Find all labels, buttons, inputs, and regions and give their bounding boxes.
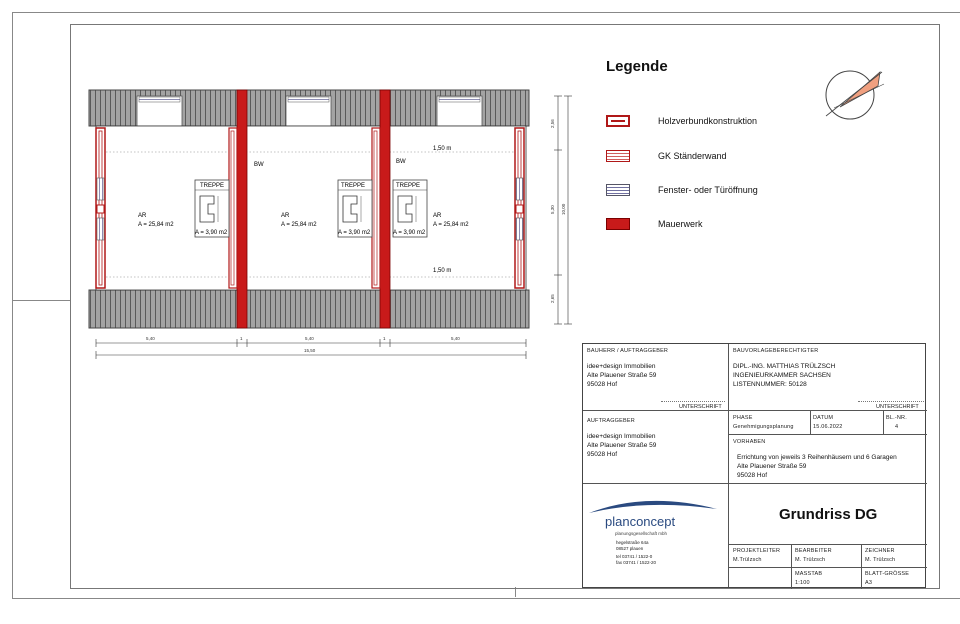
gable-window-left (97, 218, 104, 240)
wall-label: BW (254, 162, 264, 168)
auftraggeber-caption: AUFTRAGGEBER (587, 418, 635, 424)
room-name: AR (433, 213, 442, 219)
logo-swoosh-icon (587, 495, 719, 515)
height-label: 1,50 m (433, 268, 452, 274)
company-address: 08527 plauen (616, 546, 644, 551)
date-caption: DATUM (813, 415, 834, 421)
sheet-title: Grundriss DG (779, 506, 878, 523)
dim-total-label: 10,00 (561, 203, 566, 215)
room-area: A = 25,84 m2 (138, 222, 174, 228)
gable-post-right (516, 205, 523, 213)
stair-area: A = 3,90 m2 (393, 230, 426, 236)
dim-label: 5,40 (146, 336, 155, 341)
gable-post-left (97, 205, 104, 213)
height-label: 1,50 m (433, 146, 452, 152)
bauherr-line: Alte Plauener Straße 59 (587, 372, 657, 379)
timber-wall (229, 128, 237, 288)
gable-window-left (97, 178, 104, 200)
stair-area: A = 3,90 m2 (338, 230, 371, 236)
scale-value: 1:100 (795, 580, 810, 586)
sheet-number-caption: BL.-NR. (886, 415, 907, 421)
legend-swatch (606, 184, 630, 196)
signature-caption: UNTERSCHRIFT (876, 404, 919, 410)
company-address: hegelstraße 64a (616, 540, 649, 545)
dim-label: 2,65 (550, 294, 555, 303)
legend-swatch (606, 150, 630, 162)
legend-item-mauer (606, 215, 703, 233)
gable-window-right (516, 218, 523, 240)
bauvorlage-line: INGENIEURKAMMER SACHSEN (733, 372, 831, 379)
dim-label: 5,30 (550, 205, 555, 214)
projektleiter-caption: PROJEKTLEITER (733, 548, 781, 554)
vorhaben-line: Alte Plauener Straße 59 (737, 463, 807, 470)
dormer-window-glazing (139, 97, 180, 102)
legend-item-fenster (606, 181, 758, 199)
sheet-number-value: 4 (895, 424, 899, 430)
dormer-window-glazing (439, 97, 480, 102)
bearbeiter-caption: BEARBEITER (795, 548, 832, 554)
legend-item-holz (606, 112, 757, 130)
bauvorlage-caption: BAUVORLAGEBERECHTIGTER (733, 348, 819, 354)
party-wall-2 (380, 90, 390, 328)
party-wall-1 (237, 90, 247, 328)
stair-label: TREPPE (341, 183, 366, 189)
company-fax: fax 03741 / 1522-20 (616, 560, 657, 565)
title-block (582, 343, 926, 588)
legend-label: Fenster- oder Türöffnung (658, 185, 758, 195)
auftraggeber-line: Alte Plauener Straße 59 (587, 442, 657, 449)
signature-caption: UNTERSCHRIFT (679, 404, 722, 410)
auftraggeber-line: 95028 Hof (587, 451, 617, 458)
sheet-size-caption: BLATT-GRÖSSE (865, 571, 910, 577)
bearbeiter-value: M. Trülzsch (795, 557, 826, 563)
company-phone: tel 03741 / 1522-0 (616, 554, 653, 559)
vorhaben-caption: VORHABEN (733, 439, 766, 445)
dormer-window-glazing (288, 97, 329, 102)
stair-label: TREPPE (396, 183, 421, 189)
room-name: AR (138, 213, 147, 219)
wall-label: BW (396, 159, 406, 165)
room-area: A = 25,84 m2 (281, 222, 317, 228)
stair-label: TREPPE (200, 183, 225, 189)
gable-window-right (516, 178, 523, 200)
legend-label: Holzverbundkonstruktion (658, 116, 758, 126)
legend-swatch (606, 115, 630, 127)
vorhaben-line: Errichtung von jeweils 3 Reihenhäusern und 6 Garagen (737, 454, 897, 461)
auftraggeber-line: idee+design Immobilien (587, 433, 656, 440)
company-logo-name: planconcept (605, 514, 676, 529)
legend-label: Mauerwerk (658, 219, 703, 229)
bauherr-caption: BAUHERR / AUFTRAGGEBER (587, 348, 669, 354)
vorhaben-line: 95028 Hof (737, 472, 767, 479)
dim-label: 1 (383, 336, 386, 341)
timber-wall (372, 128, 380, 288)
stair-area: A = 3,90 m2 (195, 230, 228, 236)
room-name: AR (281, 213, 290, 219)
dim-label: 1 (240, 336, 243, 341)
phase-value: Genehmigungsplanung (733, 424, 794, 430)
bauvorlage-line: LISTENNUMMER: 50128 (733, 381, 807, 388)
company-logo-subtitle: planungsgesellschaft mbh (615, 531, 668, 536)
projektleiter-value: M.Trülzsch (733, 557, 762, 563)
bauherr-line: 95028 Hof (587, 381, 617, 388)
dim-label: 5,40 (305, 336, 314, 341)
legend-label: GK Ständerwand (658, 151, 727, 161)
legend-swatch (606, 218, 630, 230)
zeichner-caption: ZEICHNER (865, 548, 895, 554)
dim-total-label: 15,50 (304, 348, 316, 353)
roof-band-bottom (89, 290, 529, 328)
bauvorlage-line: DIPL.-ING. MATTHIAS TRÜLZSCH (733, 363, 836, 370)
zeichner-value: M. Trülzsch (865, 557, 896, 563)
legend-item-gk (606, 147, 727, 165)
dim-label: 5,40 (451, 336, 460, 341)
dim-label: 2,56 (550, 119, 555, 128)
phase-caption: PHASE (733, 415, 753, 421)
date-value: 15.06.2022 (813, 424, 843, 430)
scale-caption: MASSTAB (795, 571, 823, 577)
room-area: A = 25,84 m2 (433, 222, 469, 228)
north-arrow-icon (812, 64, 888, 126)
sheet-size-value: A3 (865, 580, 873, 586)
attic-floor-area (96, 126, 526, 290)
bauherr-line: idee+design Immobilien (587, 363, 656, 370)
legend-title: Legende (606, 58, 668, 75)
